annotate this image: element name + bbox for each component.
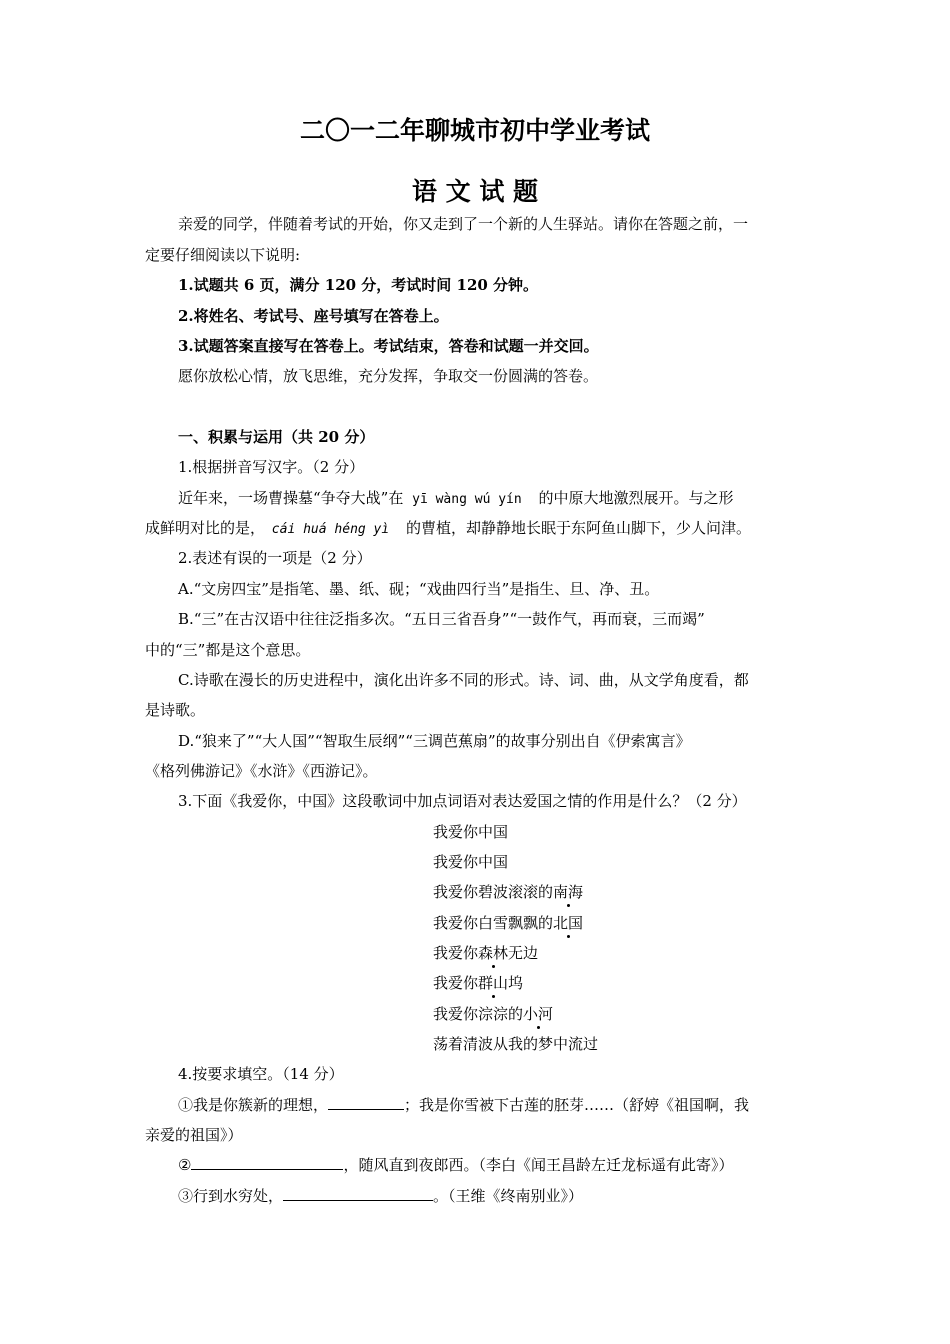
exam-title: 二〇一二年聊城市初中学业考试	[299, 116, 650, 145]
dotted-word: 群山	[478, 974, 509, 992]
poem-text: 我爱你淙淙的	[433, 1005, 524, 1023]
fill-item-2	[178, 1155, 733, 1175]
question-1-text: 成鲜明对比的是，	[145, 519, 266, 537]
option-d-line-1: D.“狼来了”“大人国”“智取生辰纲”“三调芭蕉扇”的故事分别出自《伊索寓言》	[178, 732, 691, 750]
poem-text: 我爱你白雪飘飘的	[433, 914, 554, 932]
dotted-word: 北国	[553, 914, 584, 932]
poem-line	[433, 1034, 598, 1054]
question-3-stem: 3.下面《我爱你，中国》这段歌词中加点词语对表达爱国之情的作用是什么？（2 分）	[178, 792, 747, 810]
question-1-line-2	[145, 518, 751, 540]
answer-blank	[328, 1095, 404, 1110]
poem-text: 我爱你	[433, 944, 479, 962]
fill-text: 。（王维《终南别业》）	[433, 1187, 584, 1205]
option-a: A.“文房四宝”是指笔、墨、纸、砚；“戏曲四行当”是指生、旦、净、丑。	[178, 580, 660, 598]
fill-item-3	[178, 1186, 583, 1206]
poem-line	[433, 882, 583, 902]
question-1-stem: 1.根据拼音写汉字。（2 分）	[178, 458, 365, 476]
option-c-line-1: C.诗歌在漫长的历史进程中，演化出许多不同的形式。诗、词、曲，从文学角度看，都	[178, 671, 749, 689]
instruction-2: 2.将姓名、考试号、座号填写在答卷上。	[178, 307, 449, 325]
option-d-line-2: 《格列佛游记》《水浒》《西游记》。	[145, 762, 378, 780]
question-2-stem: 2.表述有误的一项是（2 分）	[178, 549, 372, 567]
poem-line	[433, 943, 538, 963]
question-1-text: 的曹植，却静静地长眠于东阿鱼山脚下，少人问津。	[405, 519, 751, 537]
fill-text: ；我是你雪被下古莲的胚芽……（舒婷《祖国啊，我	[404, 1096, 750, 1114]
poem-text: 荡着清波从我的梦中流过	[433, 1035, 599, 1053]
intro-wish: 愿你放松心情，放飞思维，充分发挥，争取交一份圆满的答卷。	[178, 367, 599, 385]
instruction-3: 3.试题答案直接写在答卷上。考试结束，答卷和试题一并交回。	[178, 337, 599, 355]
poem-text: 我爱你中国	[433, 823, 509, 841]
answer-blank	[283, 1186, 433, 1201]
dotted-word: 南海	[553, 883, 584, 901]
answer-blank	[191, 1155, 343, 1170]
poem-text: 我爱你	[433, 974, 479, 992]
option-c-line-2: 是诗歌。	[145, 701, 206, 719]
poem-line	[433, 973, 523, 993]
fill-item-1	[178, 1095, 749, 1115]
question-4-stem: 4.按要求填空。（14 分）	[178, 1065, 344, 1083]
poem-line	[433, 1004, 553, 1024]
fill-text: ③行到水穷处，	[178, 1187, 284, 1205]
fill-item-1-cont: 亲爱的祖国》）	[145, 1126, 243, 1144]
intro-line-1: 亲爱的同学，伴随着考试的开始，你又走到了一个新的人生驿站。请你在答题之前，一	[178, 215, 749, 233]
question-1-line-1	[178, 488, 734, 510]
section-1-heading: 一、积累与运用（共 20 分）	[178, 428, 375, 446]
poem-line	[433, 852, 508, 872]
poem-text: 坞	[508, 974, 524, 992]
fill-text: ，随风直到夜郎西。（李白《闻王昌龄左迁龙标遥有此寄》）	[343, 1156, 734, 1174]
question-1-text: 近年来，一场曹操墓“争夺大战”在	[178, 489, 404, 507]
exam-subject-title: 语 文 试 题	[411, 177, 539, 206]
question-1-text: 的中原大地激烈展开。与之形	[538, 489, 734, 507]
pinyin-prompt-2: cái huá héng yì	[271, 522, 390, 537]
poem-line	[433, 913, 583, 933]
poem-line	[433, 822, 508, 842]
poem-text: 我爱你中国	[433, 853, 509, 871]
option-b-line-1: B.“三”在古汉语中往往泛指多次。“五日三省吾身”“一鼓作气，再而衰，三而竭”	[178, 610, 705, 628]
intro-line-2: 定要仔细阅读以下说明:	[145, 246, 301, 264]
dotted-word: 小河	[523, 1005, 554, 1023]
poem-text: 无边	[508, 944, 539, 962]
option-b-line-2: 中的“三”都是这个意思。	[145, 641, 311, 659]
dotted-word: 森林	[478, 944, 509, 962]
instruction-1: 1.试题共 6 页，满分 120 分，考试时间 120 分钟。	[178, 276, 539, 294]
poem-text: 我爱你碧波滚滚的	[433, 883, 554, 901]
fill-text: ①我是你簇新的理想，	[178, 1096, 329, 1114]
pinyin-prompt-1: yī wàng wú yín	[412, 492, 522, 507]
fill-text: ②	[178, 1156, 192, 1174]
